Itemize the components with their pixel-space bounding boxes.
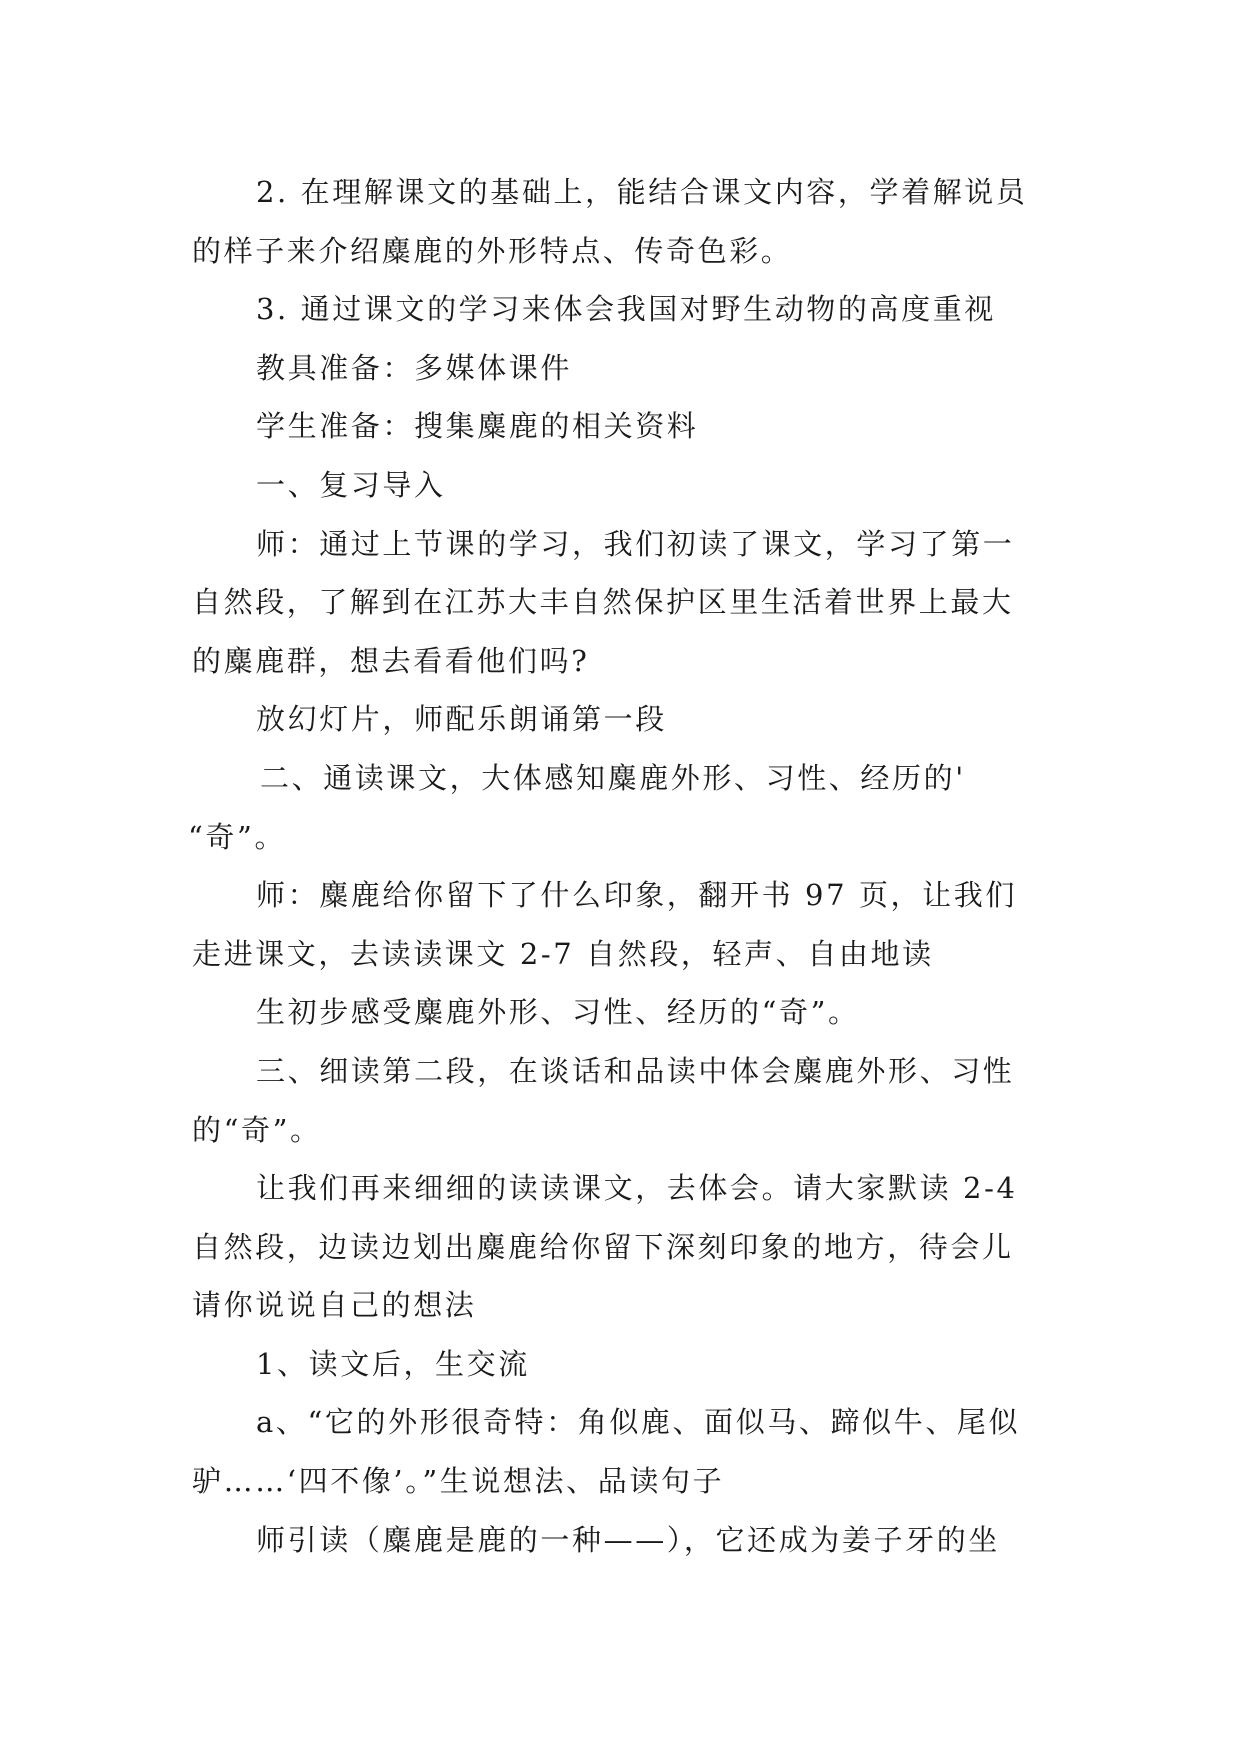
step-1-heading: 1、读文后，生交流 xyxy=(256,1346,530,1381)
document-body xyxy=(188,163,1052,1569)
section-3-heading-line-2: 的“奇”。 xyxy=(192,1112,322,1147)
reading-instruction-line-3: 请你说说自己的想法 xyxy=(192,1288,477,1323)
teacher-intro-line-1: 师：通过上节课的学习，我们初读了课文，学习了第一 xyxy=(256,526,1015,561)
section-1-heading: 一、复习导入 xyxy=(256,467,446,502)
student-activity: 生初步感受麋鹿外形、习性、经历的“奇”。 xyxy=(256,995,860,1030)
reading-instruction-line-2: 自然段，边读边划出麋鹿给你留下深刻印象的地方，待会儿 xyxy=(192,1229,1014,1264)
teacher-question-line-2: 走进课文，去读读课文 2-7 自然段，轻声、自由地读 xyxy=(192,936,934,971)
point-a-line-2: 驴……‘四不像’。”生说想法、品读句子 xyxy=(192,1464,725,1499)
teacher-guided-reading: 师引读（麋鹿是鹿的一种——），它还成为姜子牙的坐 xyxy=(256,1522,1000,1557)
objective-3: 3. 通过课文的学习来体会我国对野生动物的高度重视 xyxy=(256,292,996,327)
teacher-intro-line-3: 的麋鹿群，想去看看他们吗? xyxy=(192,643,590,678)
section-2-heading-line-2: “奇”。 xyxy=(188,819,287,854)
slideshow-instruction: 放幻灯片，师配乐朗诵第一段 xyxy=(256,702,667,737)
objective-2-line-1: 2. 在理解课文的基础上，能结合课文内容，学着解说员 xyxy=(256,175,1028,209)
student-preparation: 学生准备：搜集麋鹿的相关资料 xyxy=(256,409,699,444)
section-3-heading-line-1: 三、细读第二段，在谈话和品读中体会麋鹿外形、习性 xyxy=(256,1053,1015,1088)
reading-instruction-line-1: 让我们再来细细的读读课文，去体会。请大家默读 2-4 xyxy=(256,1171,1018,1206)
point-a-line-1: a、“它的外形很奇特：角似鹿、面似马、蹄似牛、尾似 xyxy=(256,1405,1021,1440)
teacher-intro-line-2: 自然段，了解到在江苏大丰自然保护区里生活着世界上最大 xyxy=(192,585,1014,620)
teacher-question-line-1: 师：麋鹿给你留下了什么印象，翻开书 97 页，让我们 xyxy=(256,878,1017,913)
objective-2-line-2: 的样子来介绍麋鹿的外形特点、传奇色彩。 xyxy=(192,233,793,268)
teaching-aids: 教具准备：多媒体课件 xyxy=(256,350,573,385)
section-2-heading-line-1: 二、通读课文，大体感知麋鹿外形、习性、经历的' xyxy=(260,760,966,795)
